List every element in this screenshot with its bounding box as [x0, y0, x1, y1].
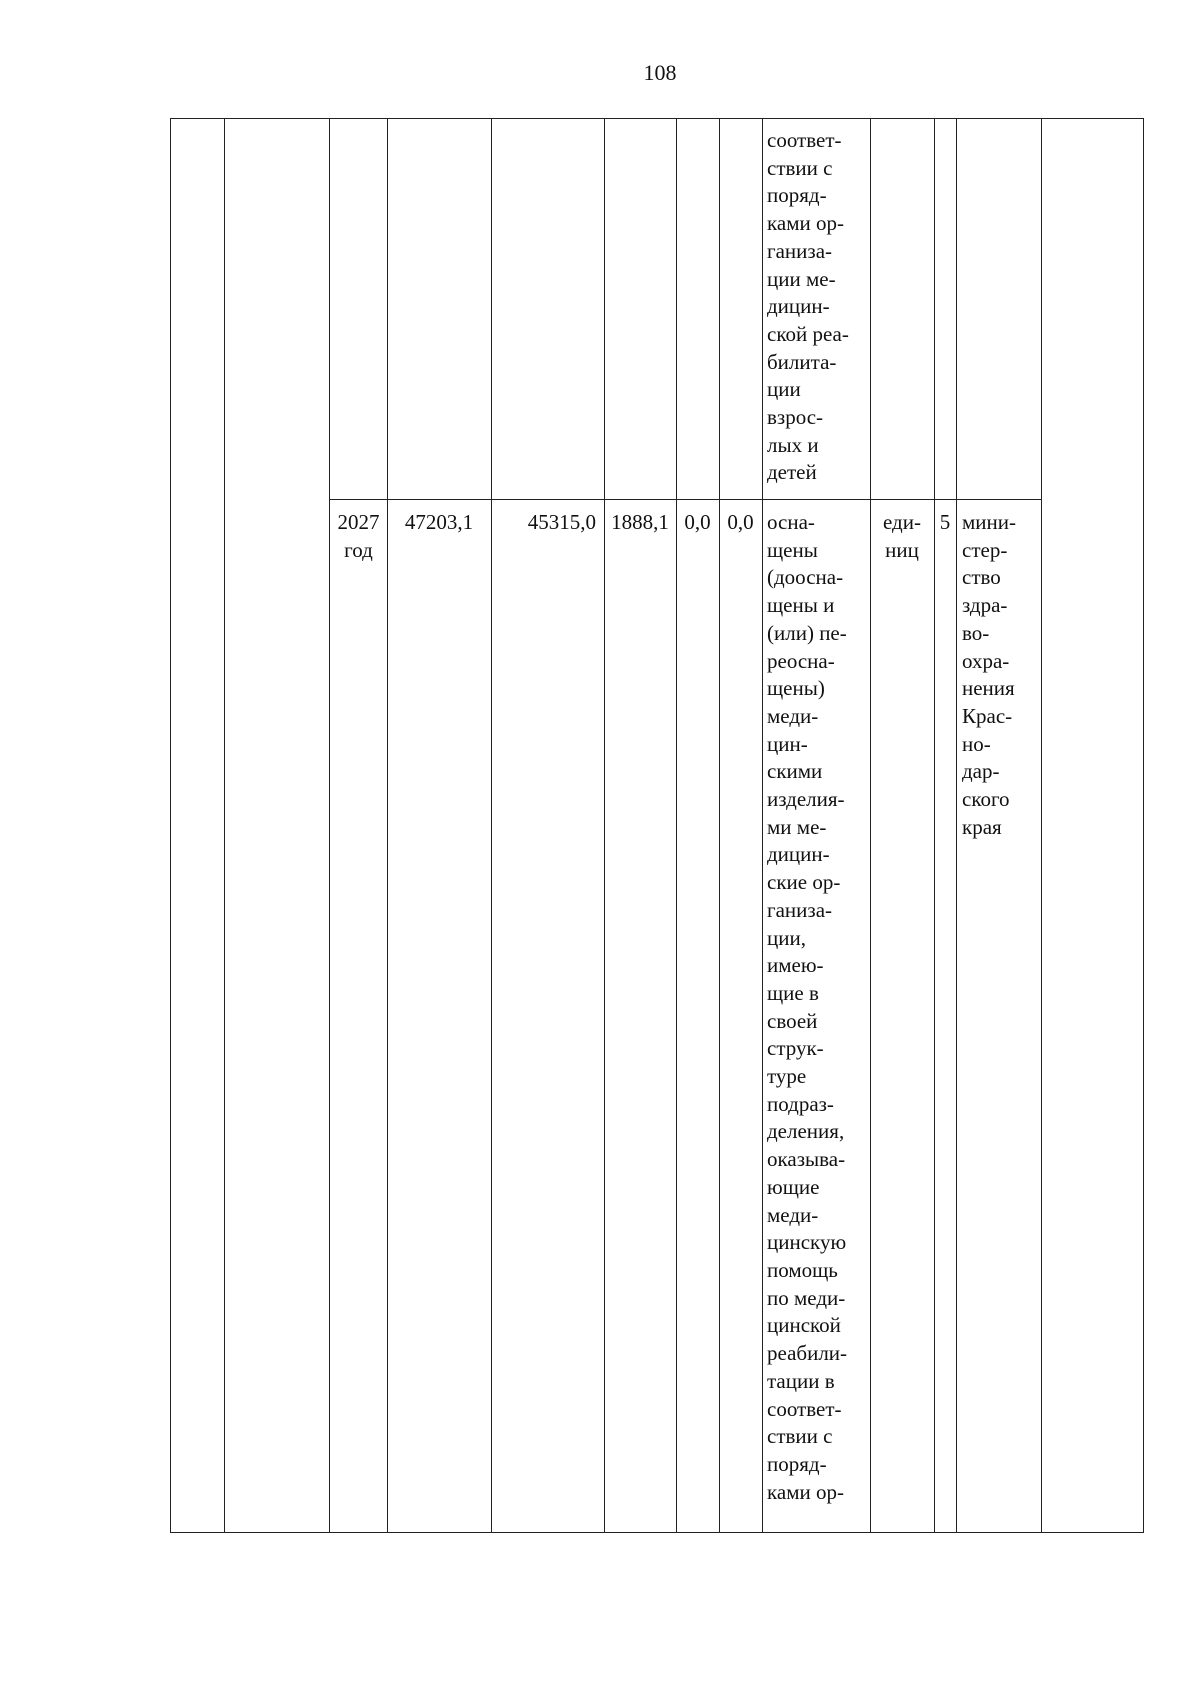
- row2-other: 0,0: [727, 510, 754, 534]
- row2-unit: еди- ниц: [883, 510, 921, 562]
- row2-local: 0,0: [684, 510, 711, 534]
- column-divider: [329, 119, 330, 1532]
- column-divider: [934, 119, 935, 1532]
- row2-federal: 45315,0: [527, 510, 596, 534]
- column-divider: [491, 119, 492, 1532]
- program-table: [170, 118, 1144, 1533]
- row2-value: 5: [939, 510, 951, 534]
- column-divider: [604, 119, 605, 1532]
- row2-regional: 1888,1: [611, 510, 669, 534]
- column-divider: [1041, 119, 1042, 1532]
- row2-description: осна- щены (доосна- щены и (или) пе- реосна- щены) меди- цин- скими изделия- ми ме- дицин- ские ор- ганиза- ции, имею- щие в своей струк- туре подраз- деления, оказыва- ющие меди- цинскую помощь по меди- цинской реабили- тации в соответ- ствии с поряд- ками ор-: [767, 510, 848, 1504]
- column-divider: [719, 119, 720, 1532]
- page-number: 108: [643, 60, 677, 85]
- column-divider: [870, 119, 871, 1532]
- row1-description: соответ- ствии с поряд- ками ор- ганиза- ции ме- дицин- ской реа- билита- ции взрос- лых и детей: [767, 128, 849, 485]
- row2-responsible: мини- стер- ство здра- во- охра- нения Крас- но- дар- ского края: [962, 510, 1016, 839]
- column-divider: [387, 119, 388, 1532]
- row-divider: [329, 499, 1041, 500]
- column-divider: [762, 119, 763, 1532]
- row2-year: 2027 год: [337, 510, 380, 562]
- column-divider: [956, 119, 957, 1532]
- column-divider: [676, 119, 677, 1532]
- column-divider: [224, 119, 225, 1532]
- row2-total: 47203,1: [404, 510, 474, 534]
